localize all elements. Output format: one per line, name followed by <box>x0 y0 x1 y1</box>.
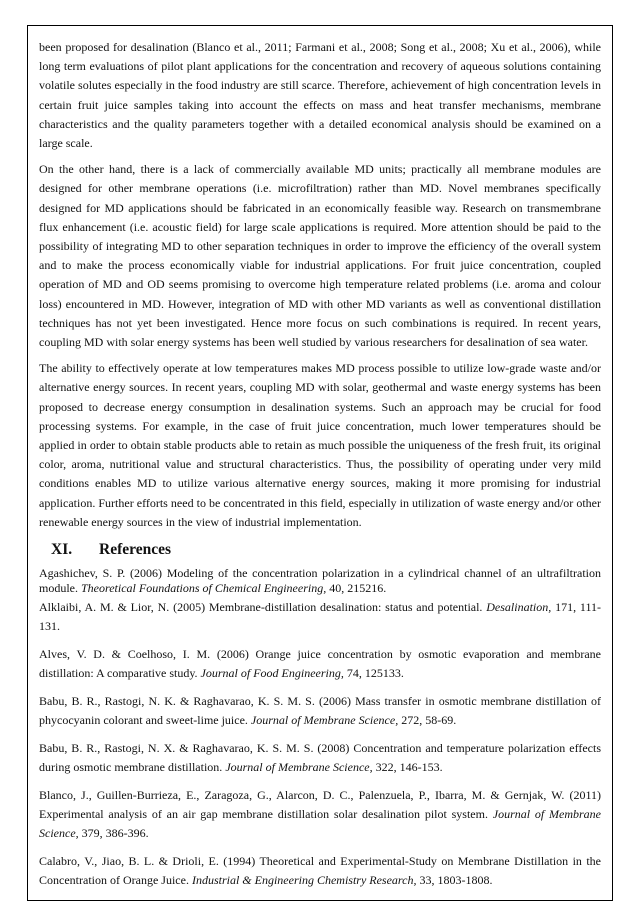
reference-text: Alves, V. D. & Coelhoso, I. M. (2006) Orange juice concentration by osmotic evaporation and membrane distillation: A comparative study. <box>39 647 601 681</box>
reference-venue: Journal of Membrane Science, <box>225 760 373 775</box>
reference-venue: Industrial & Engineering Chemistry Research, <box>191 873 417 888</box>
reference-text: Blanco, J., Guillen-Burrieza, E., Zaragoza, G., Alarcon, D. C., Palenzuela, P., Ibarra, M. & Gernjak, W. (2011) Experimental analysis of an air gap membrane distillation solar desalination pilot system. <box>39 788 601 822</box>
reference-text: Babu, B. R., Rastogi, N. X. & Raghavarao, K. S. M. S. (2008) Concentration and temperature polarization effects during osmotic membrane distillation. <box>39 741 601 775</box>
reference-details: 272, 58-69. <box>398 713 457 728</box>
paragraph-membrane-modules: On the other hand, there is a lack of commercially available MD units; practically all membrane modules are designed for other membrane operations (i.e. microfiltration) rather than MD. Novel membranes specifically designed for MD applications should be fabricated in an economically feasible way. Research on transmembrane flux enhancement (i.e. acoustic field) for large scale applications is required. More attention should be paid to the possibility of integrating MD to other separation techniques in order to improve the efficiency of the overall system and to make the process economically viable for industrial applications. For fruit juice concentration, coupled operation of MD and OD seems promising to overcome high temperature related problems (i.e. aroma and colour loss) encountered in MD. However, integration of MD with other MD variants as well as conventional distillation techniques has not yet been investigated. Hence more focus on such combinations is required. In recent years, coupling MD with solar energy systems has been well studied by various researchers for desalination of sea water. <box>39 162 601 350</box>
reference-text: Calabro, V., Jiao, B. L. & Drioli, E. (1994) Theoretical and Experimental-Study on Membrane Distillation in the Concentration of Orange Juice. <box>39 854 601 888</box>
reference-venue: Desalination, <box>486 600 552 615</box>
reference-item <box>39 739 601 777</box>
reference-item <box>39 566 601 596</box>
section-number: XI. <box>51 541 73 559</box>
paragraph-desalination: been proposed for desalination (Blanco et al., 2011; Farmani et al., 2008; Song et al., 2008; Xu et al., 2006), while long term evaluations of pilot plant applications for the concentration and recovery of aqueous solutions containing volatile solutes especially in the food industry are still scarce. Therefore, achievement of high concentration levels in certain fruit juice samples taking into account the effects on mass and heat transfer mechanisms, membrane characteristics and the quality parameters together with a detailed economical analysis should be examined on a large scale. <box>39 40 601 151</box>
reference-item <box>39 645 601 683</box>
reference-details: 171, 111-131. <box>39 600 602 634</box>
section-heading <box>39 540 601 560</box>
reference-item <box>39 692 601 730</box>
section-title: References <box>99 541 172 559</box>
reference-text: Alklaibi, A. M. & Lior, N. (2005) Membrane-distillation desalination: status and potential. <box>39 600 487 615</box>
document-body <box>39 38 601 899</box>
reference-text: Agashichev, S. P. (2006) Modeling of the concentration polarization in a cylindrical channel of an ultrafiltration module. <box>39 566 601 596</box>
reference-venue: Theoretical Foundations of Chemical Engineering, <box>81 581 327 596</box>
reference-details: 33, 1803-1808. <box>416 873 493 888</box>
reference-details: 379, 386-396. <box>78 826 149 841</box>
reference-venue: Journal of Membrane Science, <box>39 807 602 841</box>
reference-details: 40, 215216. <box>326 581 387 596</box>
reference-text: Babu, B. R., Rastogi, N. K. & Raghavarao, K. S. M. S. (2006) Mass transfer in osmotic membrane distillation of phycocyanin colorant and sweet-lime juice. <box>39 694 601 728</box>
paragraph-low-temperature: The ability to effectively operate at low temperatures makes MD process possible to utilize low-grade waste and/or alternative energy sources. In recent years, coupling MD with solar, geothermal and waste energy systems has been proposed to decrease energy consumption in desalination systems. Such an approach may be crucial for food processing systems. For example, in the case of fruit juice concentration, much lower temperatures should be applied in order to obtain stable products able to retain as much possible the uniqueness of the fresh fruit, its original color, aroma, nutritional value and structural characteristics. Thus, the possibility of operating under very mild conditions enables MD to utilize various alternative energy sources, making it more promising for industrial application. Further efforts need to be concentrated in this field, especially in utilization of waste energy and/or other renewable energy sources in the view of industrial implementation. <box>39 361 601 529</box>
reference-venue: Journal of Membrane Science, <box>250 713 399 728</box>
reference-venue: Journal of Food Engineering, <box>200 666 344 681</box>
reference-item <box>39 598 601 636</box>
reference-details: 322, 146-153. <box>372 760 443 775</box>
reference-details: 74, 125133. <box>343 666 404 681</box>
reference-item <box>39 852 601 890</box>
reference-item <box>39 786 601 843</box>
page-frame <box>27 25 613 901</box>
